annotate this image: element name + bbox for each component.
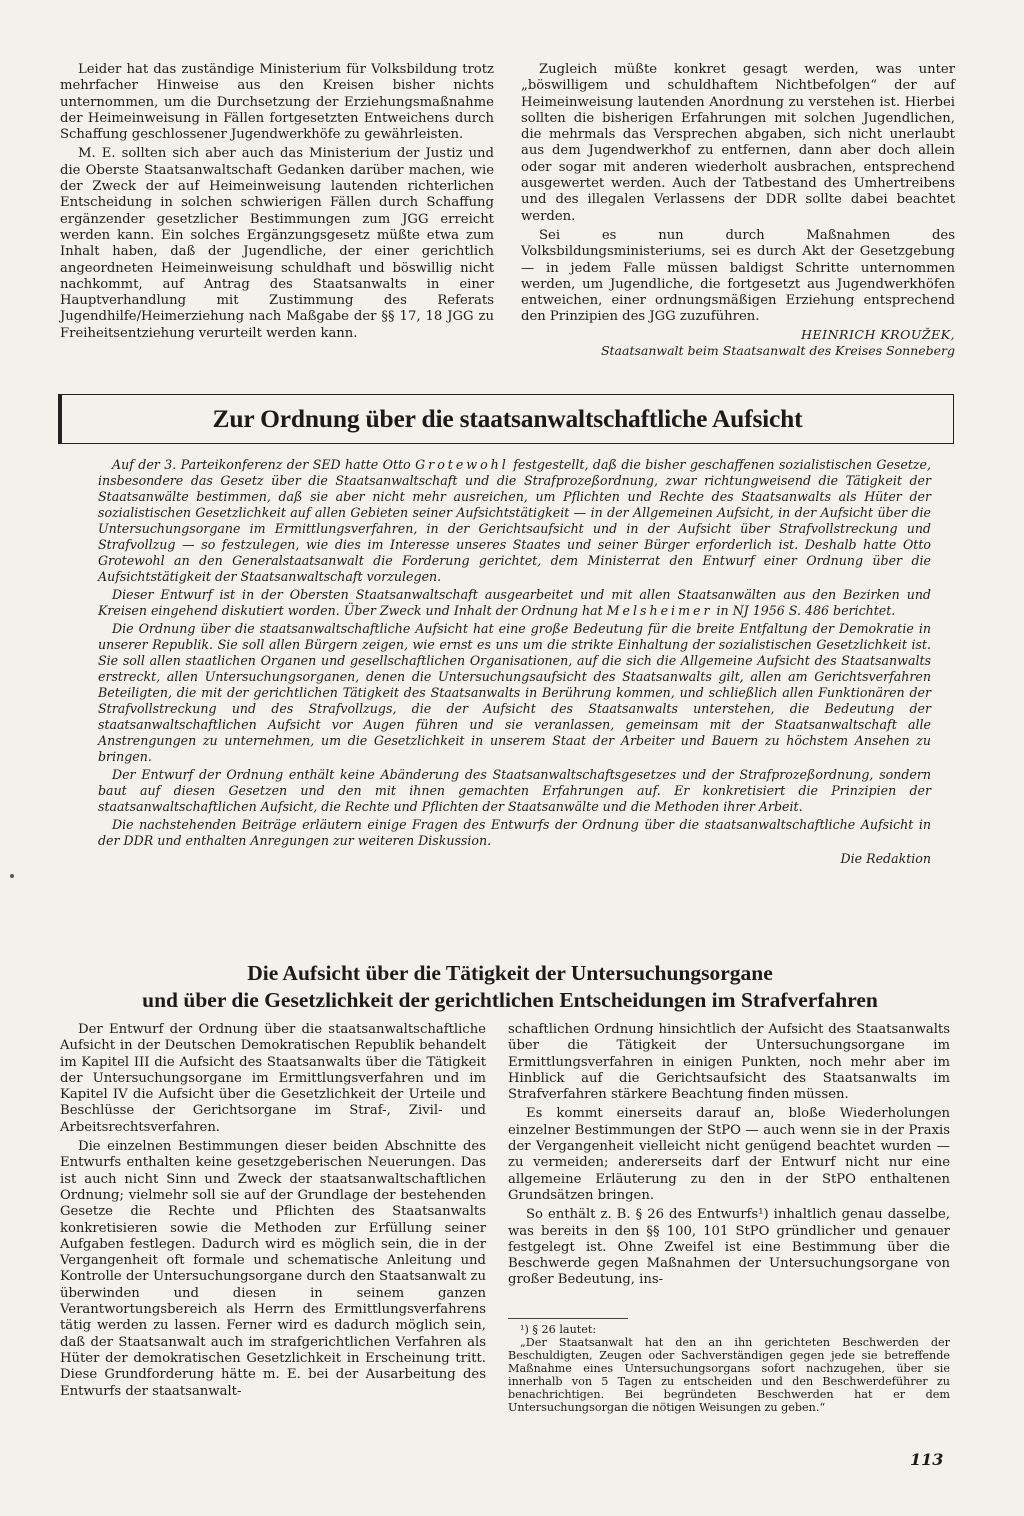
page-number: 113	[910, 1450, 944, 1469]
paragraph: So enthält z. B. § 26 des Entwurfs¹) inhaltlich genau dasselbe, was bereits in den §§ 100, 101 StPO gründlicher und genauer festgelegt ist. Ohne Zweifel ist eine Bestimmung über die Beschwerde gegen Maßnahmen der Untersuchungsorgane von großer Bedeutung, ins-	[508, 1207, 950, 1288]
text-run: in NJ 1956 S. 486 berichtet.	[712, 603, 896, 618]
paragraph: Die einzelnen Bestimmungen dieser beiden Abschnitte des Entwurfs enthalten keine gesetzgeberischen Neuerungen. Das ist auch nicht Sinn und Zweck der staatsanwaltschaftlichen Ordnung; vielmehr soll sie auf der Grundlage der bestehenden Gesetze die Rechte und Pflichten des Staatsanwalts konkretisieren sowie die Methoden zur Erfüllung seiner Aufgaben festlegen. Dadurch wird es möglich sein, die in der Vergangenheit oft formale und schematische Anleitung und Kontrolle der Untersuchungsorgane durch den Staatsanwalt zu überwinden und diesen in seinem ganzen Verantwortungsbereich als Herrn des Ermittlungsverfahrens tätig werden zu lassen. Ferner wird es dadurch möglich sein, daß der Staatsanwalt auch im strafgerichtlichen Verfahren als Hüter der demokratischen Gesetzlichkeit in Erscheinung tritt. Diese Grundforderung hätte m. E. bei der Ausarbeitung des Entwurfs der staatsanwalt-	[60, 1139, 486, 1399]
editorial-paragraph: Der Entwurf der Ordnung enthält keine Abänderung des Staatsanwaltschaftsgesetzes und der Strafprozeßordnung, sondern baut auf diesen Gesetzen und den mit ihnen gemachten Erfahrungen auf. Er konkretisiert die Prinzipien der staatsanwaltschaftlichen Aufsicht, die Rechte und Pflichten der Staatsanwälte und die Methoden ihrer Arbeit.	[98, 767, 931, 814]
editorial-paragraph	[98, 457, 931, 585]
paragraph: Zugleich müßte konkret gesagt werden, was unter „böswilligem und schuldhaftem Nichtbefolgen“ der auf Heimeinweisung lautenden Anordnung zu verstehen ist. Hierbei sollten die bisherigen Erfahrungen mit solchen Jugendlichen, die mehrmals das Versprechen abgaben, sich nicht unerlaubt aus dem Jugendwerkhof zu entfernen, dann aber doch allein oder sogar mit anderen wiederholt ausbrachen, entsprechend ausgewertet werden. Auch der Tatbestand des Umhertreibens und des illegalen Verlassens der DDR sollte dabei beachtet werden.	[521, 62, 955, 224]
editorial-paragraph	[98, 587, 931, 619]
top-right-column	[521, 62, 955, 359]
author-role: Staatsanwalt beim Staatsanwalt des Kreises Sonneberg	[600, 343, 955, 359]
paragraph: schaftlichen Ordnung hinsichtlich der Aufsicht des Staatsanwalts über die Tätigkeit der Untersuchungsorgane im Ermittlungsverfahren in einigen Punkten, noch mehr aber im Hinblick auf die Gerichtsaufsicht des Staatsanwalts im Strafverfahren stärkere Beachtung finden müssen.	[508, 1022, 950, 1103]
article-title-line: und über die Gesetzlichkeit der gerichtlichen Entscheidungen im Strafverfahren	[142, 988, 878, 1012]
article-title	[60, 960, 960, 1014]
paragraph: Der Entwurf der Ordnung über die staatsanwaltschaftliche Aufsicht in der Deutschen Demokratischen Republik behandelt im Kapitel III die Aufsicht des Staatsanwalts über die Tätigkeit der Untersuchungsorgane im Ermittlungsverfahren und im Kapitel IV die Aufsicht über die Gesetzlichkeit der Urteile und Beschlüsse der Gerichtsorgane im Straf-, Zivil- und Arbeitsrechtsverfahren.	[60, 1022, 486, 1135]
paragraph: Sei es nun durch Maßnahmen des Volksbildungsministeriums, sei es durch Akt der Gesetzgebung — in jedem Falle müssen baldigst Schritte unternommen werden, um Jugendliche, die fortgesetzt aus Jugendwerkhöfen entweichen, einer ordnungsmäßigen Erziehung entsprechend den Prinzipien des JGG zuzuführen.	[521, 227, 955, 325]
paragraph: M. E. sollten sich aber auch das Ministerium der Justiz und die Oberste Staatsanwaltschaft Gedanken darüber machen, wie der Zweck der auf Heimeinweisung lautenden richterlichen Entscheidung in solchen schwierigen Fällen durch Schaffung ergänzender gesetzlicher Bestimmungen zum JGG erreicht werden kann. Ein solches Ergänzungsgesetz müßte etwa zum Inhalt haben, daß der Jugendliche, der einer gerichtlich angeordneten Heimeinweisung schuldhaft und böswillig nicht nachkommt, auf Antrag des Staatsanwalts in einer Hauptverhandlung mit Zustimmung des Referats Jugendhilfe/Heimerziehung nach Maßgabe der §§ 17, 18 JGG zu Freiheitsentziehung verurteilt werden kann.	[60, 146, 494, 341]
author-name: Melsheimer	[606, 603, 713, 618]
footnote-rule	[508, 1318, 628, 1319]
section-title: Zur Ordnung über die staatsanwaltschaftliche Aufsicht	[212, 404, 803, 433]
editorial-intro	[98, 457, 931, 867]
footnote	[508, 1318, 950, 1414]
article-right-column	[508, 1022, 950, 1289]
text-run: festgestellt, daß die bisher geschaffenen sozialistischen Gesetze, insbesondere das Gesetz über die Staatsanwaltschaft und die Strafprozeßordnung, zwar richtungweisend die Tätigkeit der Staatsanwälte bestimmen, daß sie aber nicht mehr ausreichen, um Pflichten und Rechte des Staatsanwalts als Hüter der sozialistischen Gesetzlichkeit auf allen Gebieten seiner Aufsichtstätigkeit — in der Allgemeinen Aufsicht, in der Aufsicht über die Untersuchungsorgane im Ermittlungsverfahren, in der Gerichtsaufsicht und in der Aufsicht über Strafvollstreckung und Strafvollzug — so festzulegen, wie dies im Interesse unseres Staates und seiner Bürger erforderlich ist. Deshalb hatte Otto Grotewohl an den Generalstaatsanwalt die Forderung gerichtet, dem Ministerrat den Entwurf einer Ordnung über die Aufsichtstätigkeit der Staatsanwaltschaft vorzulegen.	[98, 457, 931, 584]
author-signature: HEINRICH KROUŽEK,	[801, 326, 955, 342]
footnote-text: „Der Staatsanwalt hat den an ihn gerichteten Beschwerden der Beschuldigten, Zeugen oder Sachverständigen gegen jede sie betreffende Maßnahme eines Untersuchungsorgans sofort nachzugehen, über sie innerhalb von 5 Tagen zu entscheiden und den Beschwerdeführer zu benachrichtigen. Bei begründeten Beschwerden hat er dem Untersuchungsorgan die nötigen Weisungen zu geben.“	[508, 1336, 950, 1414]
article-left-column	[60, 1022, 486, 1400]
text-run: Dieser Entwurf ist in der Obersten Staatsanwaltschaft ausgearbeitet und mit allen Staatsanwälten aus den Bezirken und Kreisen eingehend diskutiert worden. Über Zweck und Inhalt der Ordnung hat	[98, 587, 931, 618]
section-title-box	[58, 394, 954, 444]
footnote-heading: ¹) § 26 lautet:	[520, 1323, 597, 1336]
paragraph: Es kommt einerseits darauf an, bloße Wiederholungen einzelner Bestimmungen der StPO — auch wenn sie in der Praxis der Vergangenheit vielleicht nicht genügend beachtet wurden — zu vermeiden; andererseits darf der Entwurf nicht nur eine allgemeine Erläuterung zu den in der StPO enthaltenen Grundsätzen bringen.	[508, 1106, 950, 1203]
article-title-line: Die Aufsicht über die Tätigkeit der Untersuchungsorgane	[247, 961, 773, 985]
scan-speck	[10, 874, 14, 878]
text-run: Auf der 3. Parteikonferenz der SED hatte Otto	[112, 457, 416, 472]
paragraph: Leider hat das zuständige Ministerium für Volksbildung trotz mehrfacher Hinweise aus den Kreisen bisher nichts unternommen, um die Durchsetzung der Erziehungsmaßnahme der Heimeinweisung in Fällen fortgesetzten Entweichens durch Schaffung geschlossener Jugendwerkhöfe zu gewährleisten.	[60, 62, 494, 143]
top-left-column	[60, 62, 494, 342]
editorial-signature: Die Redaktion	[840, 851, 931, 866]
editorial-paragraph: Die nachstehenden Beiträge erläutern einige Fragen des Entwurfs der Ordnung über die staatsanwaltschaftliche Aufsicht in der DDR und enthalten Anregungen zur weiteren Diskussion.	[98, 817, 931, 848]
editorial-paragraph: Die Ordnung über die staatsanwaltschaftliche Aufsicht hat eine große Bedeutung für die breite Entfaltung der Demokratie in unserer Republik. Sie soll allen Bürgern zeigen, wie ernst es uns um die strikte Einhaltung der sozialistischen Gesetzlichkeit ist. Sie soll allen staatlichen Organen und gesellschaftlichen Organisationen, auf die sich die Allgemeine Aufsicht des Staatsanwalts erstreckt, allen Untersuchungsorganen, denen die Untersuchungsaufsicht des Staatsanwalts gilt, allen am Gerichtsverfahren Beteiligten, die mit der gerichtlichen Tätigkeit des Staatsanwalts in Berührung kommen, und schließlich allen Funktionären der Strafvollstreckung und des Strafvollzugs, die der Aufsicht des Staatsanwalts unterstehen, die Bedeutung der staatsanwaltschaftlichen Aufsicht vor Augen führen und sie veranlassen, gemeinsam mit der Staatsanwaltschaft alle Anstrengungen zu unternehmen, um die Gesetzlichkeit in unserem Staat der Arbeiter und Bauern zu höchstem Ansehen zu bringen.	[98, 621, 931, 764]
author-name: Grotewohl	[415, 457, 509, 472]
